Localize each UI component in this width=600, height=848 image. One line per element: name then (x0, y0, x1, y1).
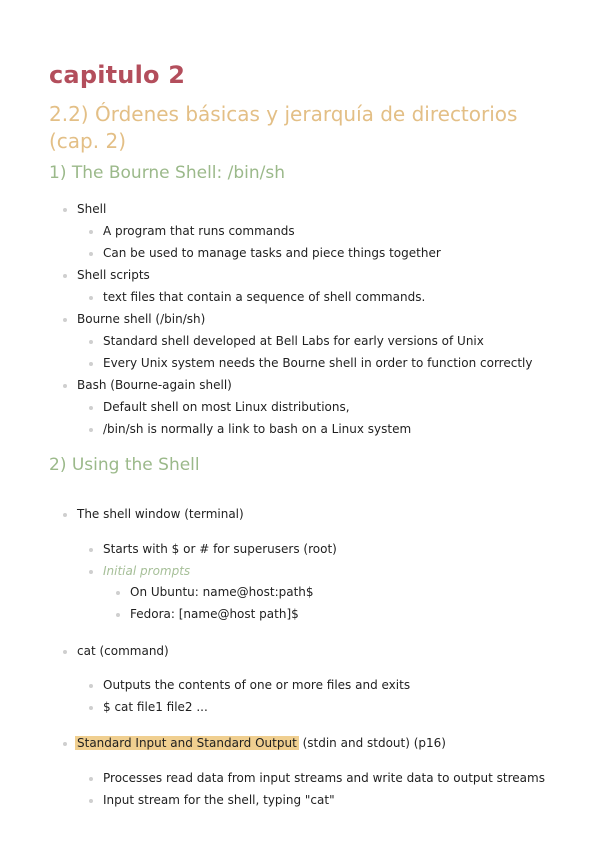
list-item: Shell scripts (77, 268, 150, 282)
list-item: Processes read data from input streams and write data to output streams (103, 771, 545, 785)
list-item: Can be used to manage tasks and piece things together (103, 246, 441, 260)
list-item: A program that runs commands (103, 224, 295, 238)
list-item: /bin/sh is normally a link to bash on a Linux system (103, 422, 412, 436)
page-subtitle: 2.2) Órdenes básicas y jerarquía de directorios (cap. 2) (49, 102, 518, 153)
section-heading-bourne-shell: 1) The Bourne Shell: /bin/sh (49, 163, 286, 183)
list-item: Standard shell developed at Bell Labs for early versions of Unix (103, 334, 484, 348)
list-item: On Ubuntu: name@host:path$ (130, 585, 314, 599)
list-item: Starts with $ or # for superusers (root) (103, 542, 337, 556)
list-item-text: (stdin and stdout) (p16) (298, 736, 446, 750)
list-item-standard-io (77, 736, 446, 751)
list-item: Input stream for the shell, typing "cat" (103, 793, 335, 807)
list-item: Fedora: [name@host path]$ (130, 607, 299, 621)
list-item: cat (command) (77, 644, 169, 658)
list-item: Bourne shell (/bin/sh) (77, 312, 206, 326)
list-item-initial-prompts: Initial prompts (103, 564, 191, 578)
highlighted-text: Standard Input and Standard Output (77, 736, 297, 750)
list-item: Outputs the contents of one or more files and exits (103, 678, 411, 692)
list-item: $ cat file1 file2 ... (103, 700, 208, 714)
list-item: Every Unix system needs the Bourne shell in order to function correctly (103, 356, 533, 370)
list-item: The shell window (terminal) (77, 507, 244, 521)
section-heading-using-the-shell: 2) Using the Shell (49, 455, 200, 475)
page-title: capitulo 2 (49, 61, 186, 89)
list-item: text files that contain a sequence of shell commands. (103, 290, 426, 304)
list-item: Bash (Bourne-again shell) (77, 378, 232, 392)
list-item: Default shell on most Linux distributions, (103, 400, 350, 414)
list-item: Shell (77, 202, 107, 216)
